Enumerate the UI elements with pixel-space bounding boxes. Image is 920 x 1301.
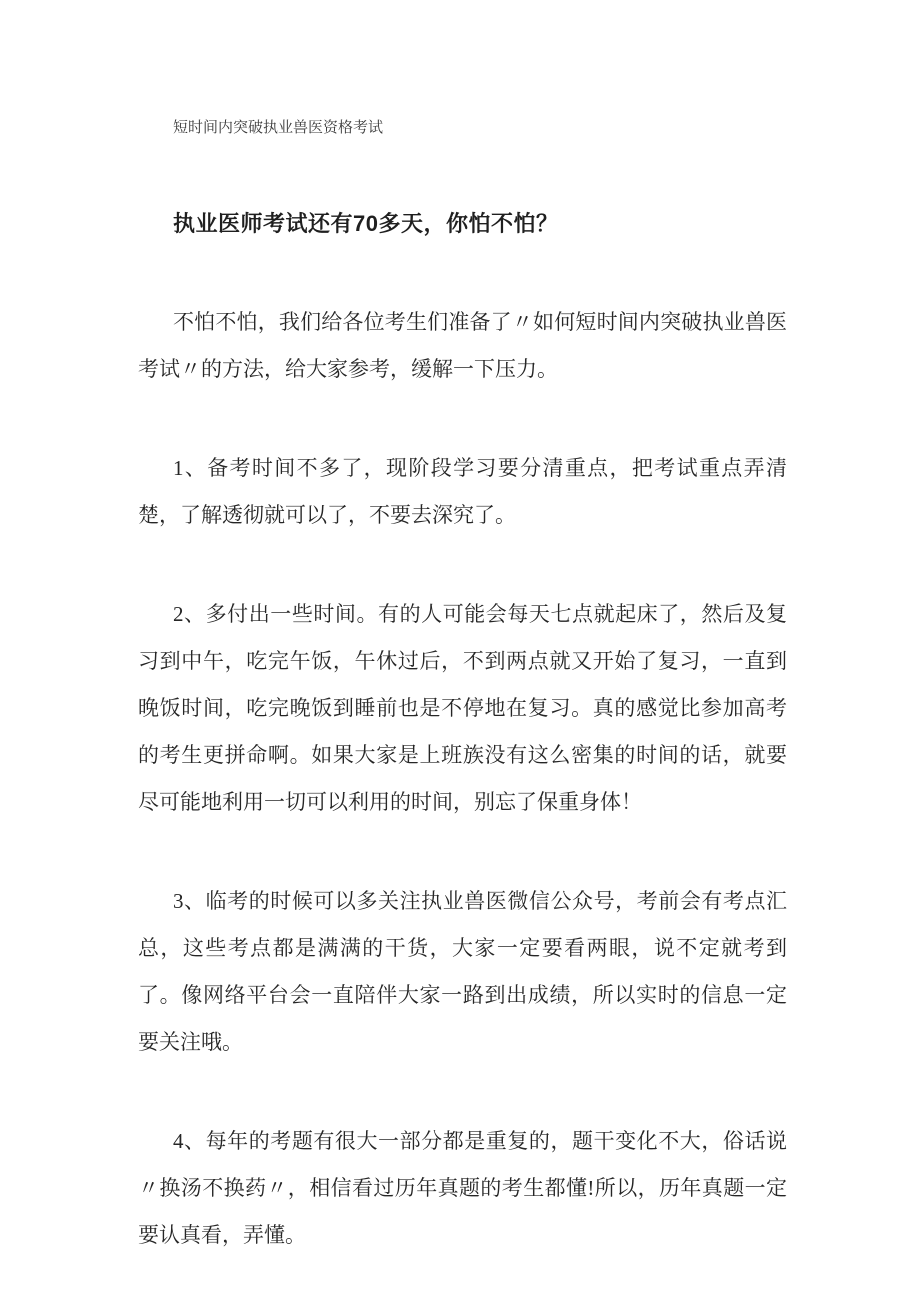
paragraph-tip-2: 2、多付出一些时间。有的人可能会每天七点就起床了，然后及复习到中午，吃完午饭，午休过后，不到两点就又开始了复习，一直到晚饭时间，吃完晚饭到睡前也是不停地在复习。真的感觉比参加高考的考生更拼命啊。如果大家是上班族没有这么密集的时间的话，就要尽可能地利用一切可以利用的时间，别忘了保重身体！ [138, 602, 787, 814]
paragraph-tip-1: 1、备考时间不多了，现阶段学习要分清重点，把考试重点弄清楚，了解透彻就可以了，不要去深究了。 [138, 456, 787, 527]
article-heading: 执业医师考试还有70多天，你怕不怕？ [173, 211, 559, 236]
document-subtitle: 短时间内突破执业兽医资格考试 [173, 120, 384, 136]
paragraph-tip-4: 4、每年的考题有很大一部分都是重复的，题干变化不大，俗话说〃换汤不换药〃，相信看过历年真题的考生都懂!所以，历年真题一定要认真看，弄懂。 [138, 1129, 787, 1247]
paragraph-tip-3: 3、临考的时候可以多关注执业兽医微信公众号，考前会有考点汇总，这些考点都是满满的干货，大家一定要看两眼，说不定就考到了。像网络平台会一直陪伴大家一路到出成绩，所以实时的信息一定要关注哦。 [138, 889, 787, 1054]
paragraph-intro: 不怕不怕，我们给各位考生们准备了〃如何短时间内突破执业兽医考试〃的方法，给大家参考，缓解一下压力。 [138, 310, 787, 381]
